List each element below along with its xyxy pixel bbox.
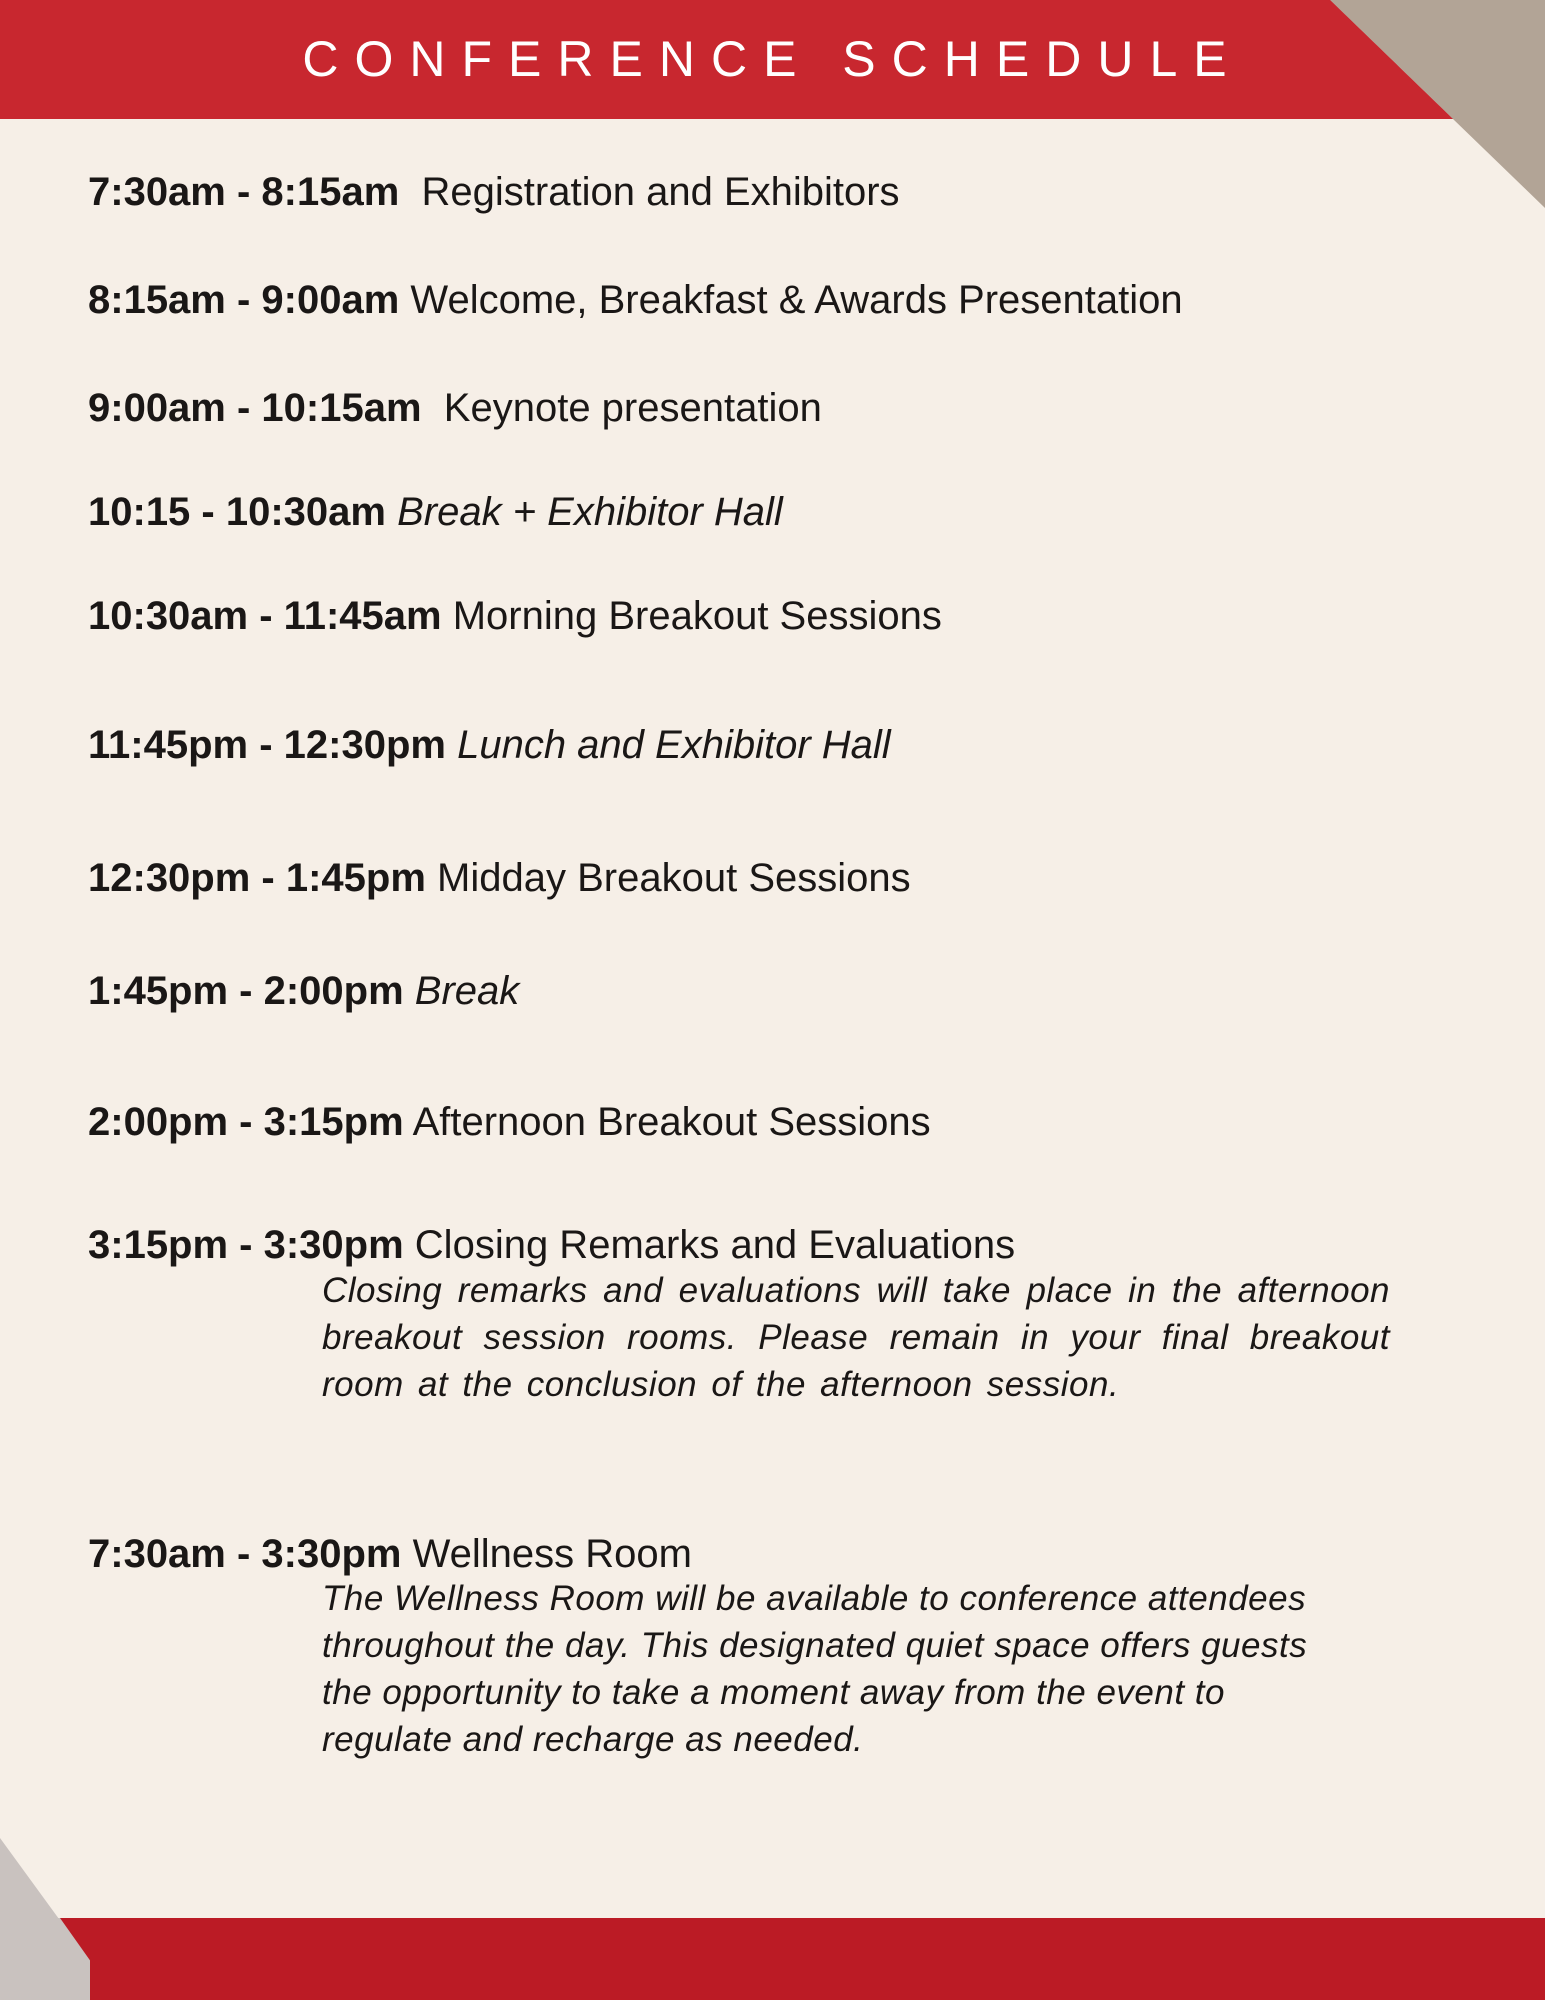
- schedule-time: 11:45pm - 12:30pm: [88, 723, 446, 767]
- schedule-item-morning-breakout: [88, 591, 942, 641]
- schedule-item-midday-breakout: [88, 853, 911, 903]
- bottom-left-corner-overlap: [0, 1918, 90, 2000]
- schedule-title: Break + Exhibitor Hall: [397, 490, 783, 534]
- schedule-title: Lunch and Exhibitor Hall: [457, 723, 891, 767]
- schedule-item-registration: [88, 167, 900, 217]
- schedule-time: 9:00am - 10:15am: [88, 386, 422, 430]
- schedule-time: 10:15 - 10:30am: [88, 490, 386, 534]
- schedule-title: Welcome, Breakfast & Awards Presentation: [410, 278, 1183, 322]
- schedule-time: 8:15am - 9:00am: [88, 278, 400, 322]
- schedule-time: 7:30am - 8:15am: [88, 170, 400, 214]
- schedule-title: Closing Remarks and Evaluations: [414, 1223, 1016, 1267]
- schedule-title: Morning Breakout Sessions: [452, 594, 942, 638]
- schedule-title: Afternoon Breakout Sessions: [412, 1100, 931, 1144]
- schedule-title: Keynote presentation: [443, 386, 822, 430]
- schedule-description-wellness: The Wellness Room will be available to conference attendees throughout the day. This designated quiet space offers guests the opportunity to take a moment away from the event to regulate and recharge as needed.: [322, 1579, 1308, 1759]
- schedule-title: Midday Breakout Sessions: [437, 856, 911, 900]
- schedule-time: 10:30am - 11:45am: [88, 594, 442, 638]
- schedule-title: Break: [414, 969, 520, 1013]
- schedule-time: 7:30am - 3:30pm: [88, 1532, 402, 1576]
- schedule-item-keynote: [88, 383, 822, 433]
- schedule-item-break-exhibitor: [88, 487, 783, 537]
- schedule-item-break: [88, 966, 519, 1016]
- schedule-item-lunch: [88, 720, 891, 770]
- page-title: CONFERENCE SCHEDULE: [302, 31, 1243, 87]
- schedule-time: 2:00pm - 3:15pm: [88, 1100, 404, 1144]
- schedule-title: Wellness Room: [412, 1532, 692, 1576]
- footer-red-band: [0, 1918, 1545, 2000]
- schedule-item-closing-remarks: [88, 1220, 1015, 1270]
- schedule-item-wellness-room: [88, 1529, 692, 1579]
- schedule-item-afternoon-breakout: [88, 1097, 931, 1147]
- schedule-time: 3:15pm - 3:30pm: [88, 1223, 404, 1267]
- schedule-title: Registration and Exhibitors: [421, 170, 900, 214]
- schedule-item-welcome: [88, 275, 1183, 325]
- schedule-description-closing: Closing remarks and evaluations will take place in the afternoon breakout session rooms. Please remain in your final breakout room at the conclusion of the afternoon session.: [322, 1271, 1390, 1404]
- schedule-time: 12:30pm - 1:45pm: [88, 856, 426, 900]
- schedule-time: 1:45pm - 2:00pm: [88, 969, 404, 1013]
